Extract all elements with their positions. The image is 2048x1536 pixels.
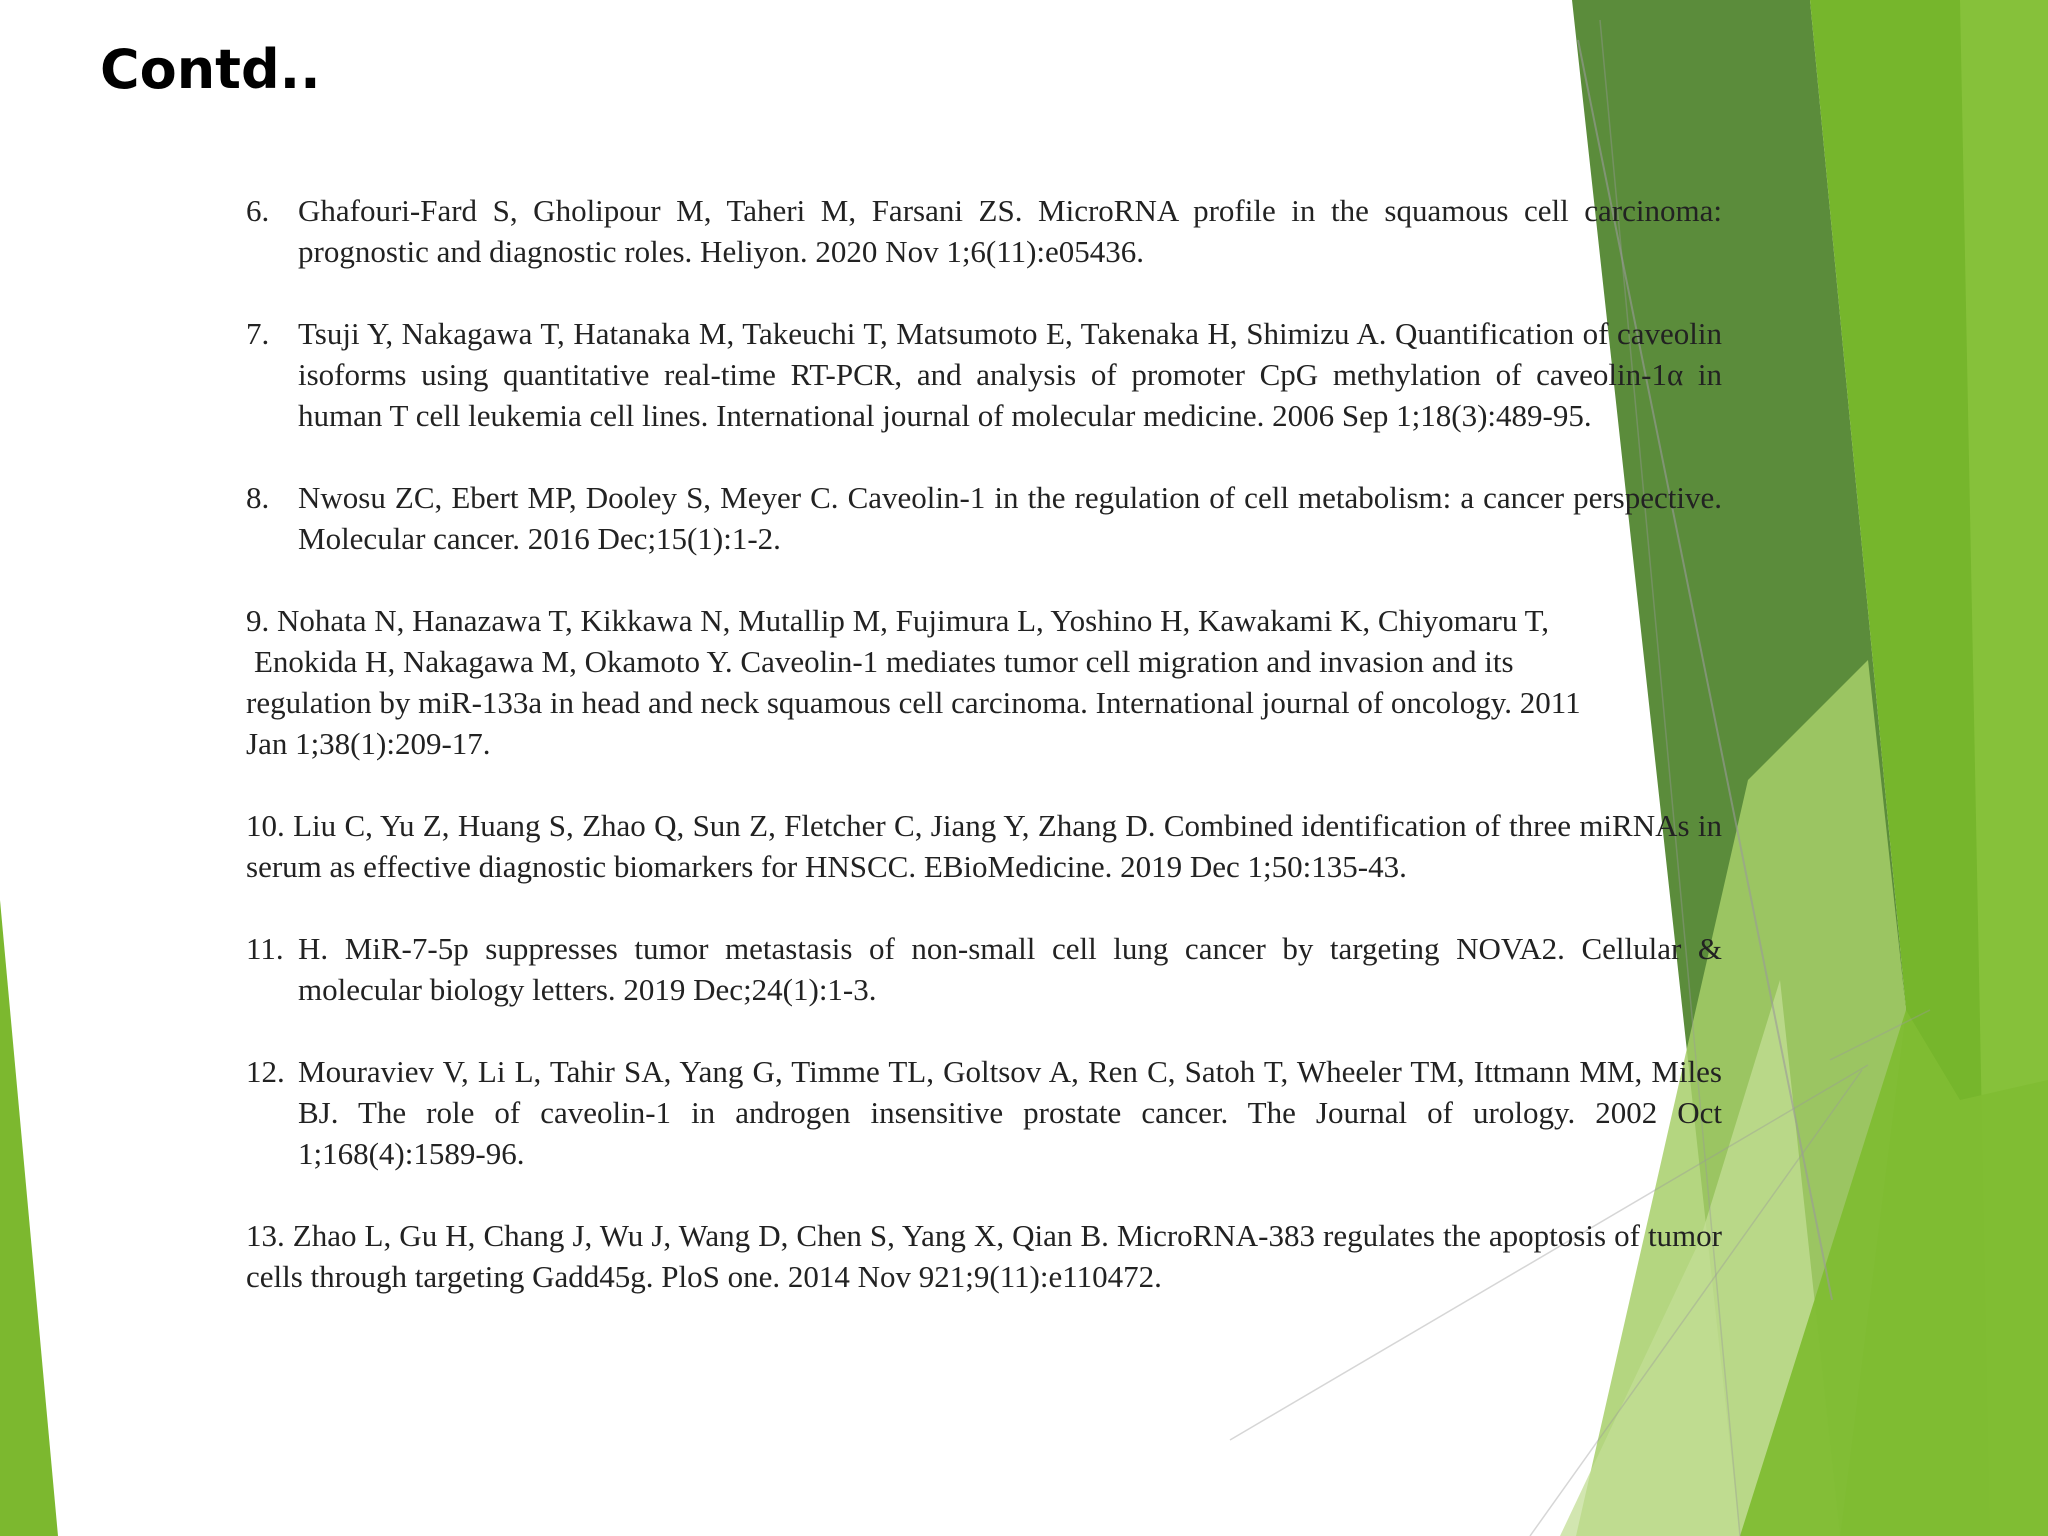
reference-12 <box>246 1051 1722 1174</box>
reference-line: 9. Nohata N, Hanazawa T, Kikkawa N, Mutallip M, Fujimura L, Yoshino H, Kawakami K, Chiyomaru T, <box>246 603 1549 638</box>
reference-list <box>246 190 1722 1297</box>
reference-line: regulation by miR-133a in head and neck squamous cell carcinoma. International journal of oncology. 2011 <box>246 685 1581 720</box>
reference-text: Ghafouri-Fard S, Gholipour M, Taheri M, Farsani ZS. MicroRNA profile in the squamous cell carcinoma: prognostic and diagnostic roles. Heliyon. 2020 Nov 1;6(11):e05436. <box>298 193 1722 269</box>
reference-text: 10. Liu C, Yu Z, Huang S, Zhao Q, Sun Z, Fletcher C, Jiang Y, Zhang D. Combined identification of three miRNAs in serum as effective diagnostic biomarkers for HNSCC. EBioMedicine. 2019 Dec 1;50:135-43. <box>246 808 1722 884</box>
reference-number: 6. <box>246 193 270 228</box>
left-green-wedge <box>0 900 58 1536</box>
reference-13 <box>246 1215 1722 1297</box>
reference-text: H. MiR-7-5p suppresses tumor metastasis of non-small cell lung cancer by targeting NOVA2. Cellular & molecular biology letters. 2019 Dec;24(1):1-3. <box>298 931 1722 1007</box>
reference-8 <box>246 477 1722 559</box>
reference-11 <box>246 928 1722 1010</box>
reference-6 <box>246 190 1722 272</box>
reference-number: 8. <box>246 480 270 515</box>
reference-line: Jan 1;38(1):209-17. <box>246 726 491 761</box>
reference-number: 11. <box>246 931 284 966</box>
reference-10 <box>246 805 1722 887</box>
reference-9 <box>246 600 1722 764</box>
reference-text: Nwosu ZC, Ebert MP, Dooley S, Meyer C. Caveolin-1 in the regulation of cell metabolism: a cancer perspective. Molecular cancer. 2016 Dec;15(1):1-2. <box>298 480 1722 556</box>
reference-number: 7. <box>246 316 270 351</box>
reference-text: Tsuji Y, Nakagawa T, Hatanaka M, Takeuchi T, Matsumoto E, Takenaka H, Shimizu A. Quantification of caveolin isoforms using quantitative real-time RT-PCR, and analysis of promoter CpG methylation of caveolin-1α in human T cell leukemia cell lines. International journal of molecular medicine. 2006 Sep 1;18(3):489-95. <box>298 316 1722 433</box>
reference-line: Enokida H, Nakagawa M, Okamoto Y. Caveolin-1 mediates tumor cell migration and invasion and its <box>254 644 1514 679</box>
reference-7 <box>246 313 1722 436</box>
reference-number: 12. <box>246 1054 285 1089</box>
reference-text: 13. Zhao L, Gu H, Chang J, Wu J, Wang D, Chen S, Yang X, Qian B. MicroRNA-383 regulates the apoptosis of tumor cells through targeting Gadd45g. PloS one. 2014 Nov 921;9(11):e110472. <box>246 1218 1722 1294</box>
reference-text: Mouraviev V, Li L, Tahir SA, Yang G, Timme TL, Goltsov A, Ren C, Satoh T, Wheeler TM, Ittmann MM, Miles BJ. The role of caveolin-1 in androgen insensitive prostate cancer. The Journal of urology. 2002 Oct 1;168(4):1589-96. <box>298 1054 1722 1171</box>
slide-title: Contd.. <box>100 38 321 101</box>
